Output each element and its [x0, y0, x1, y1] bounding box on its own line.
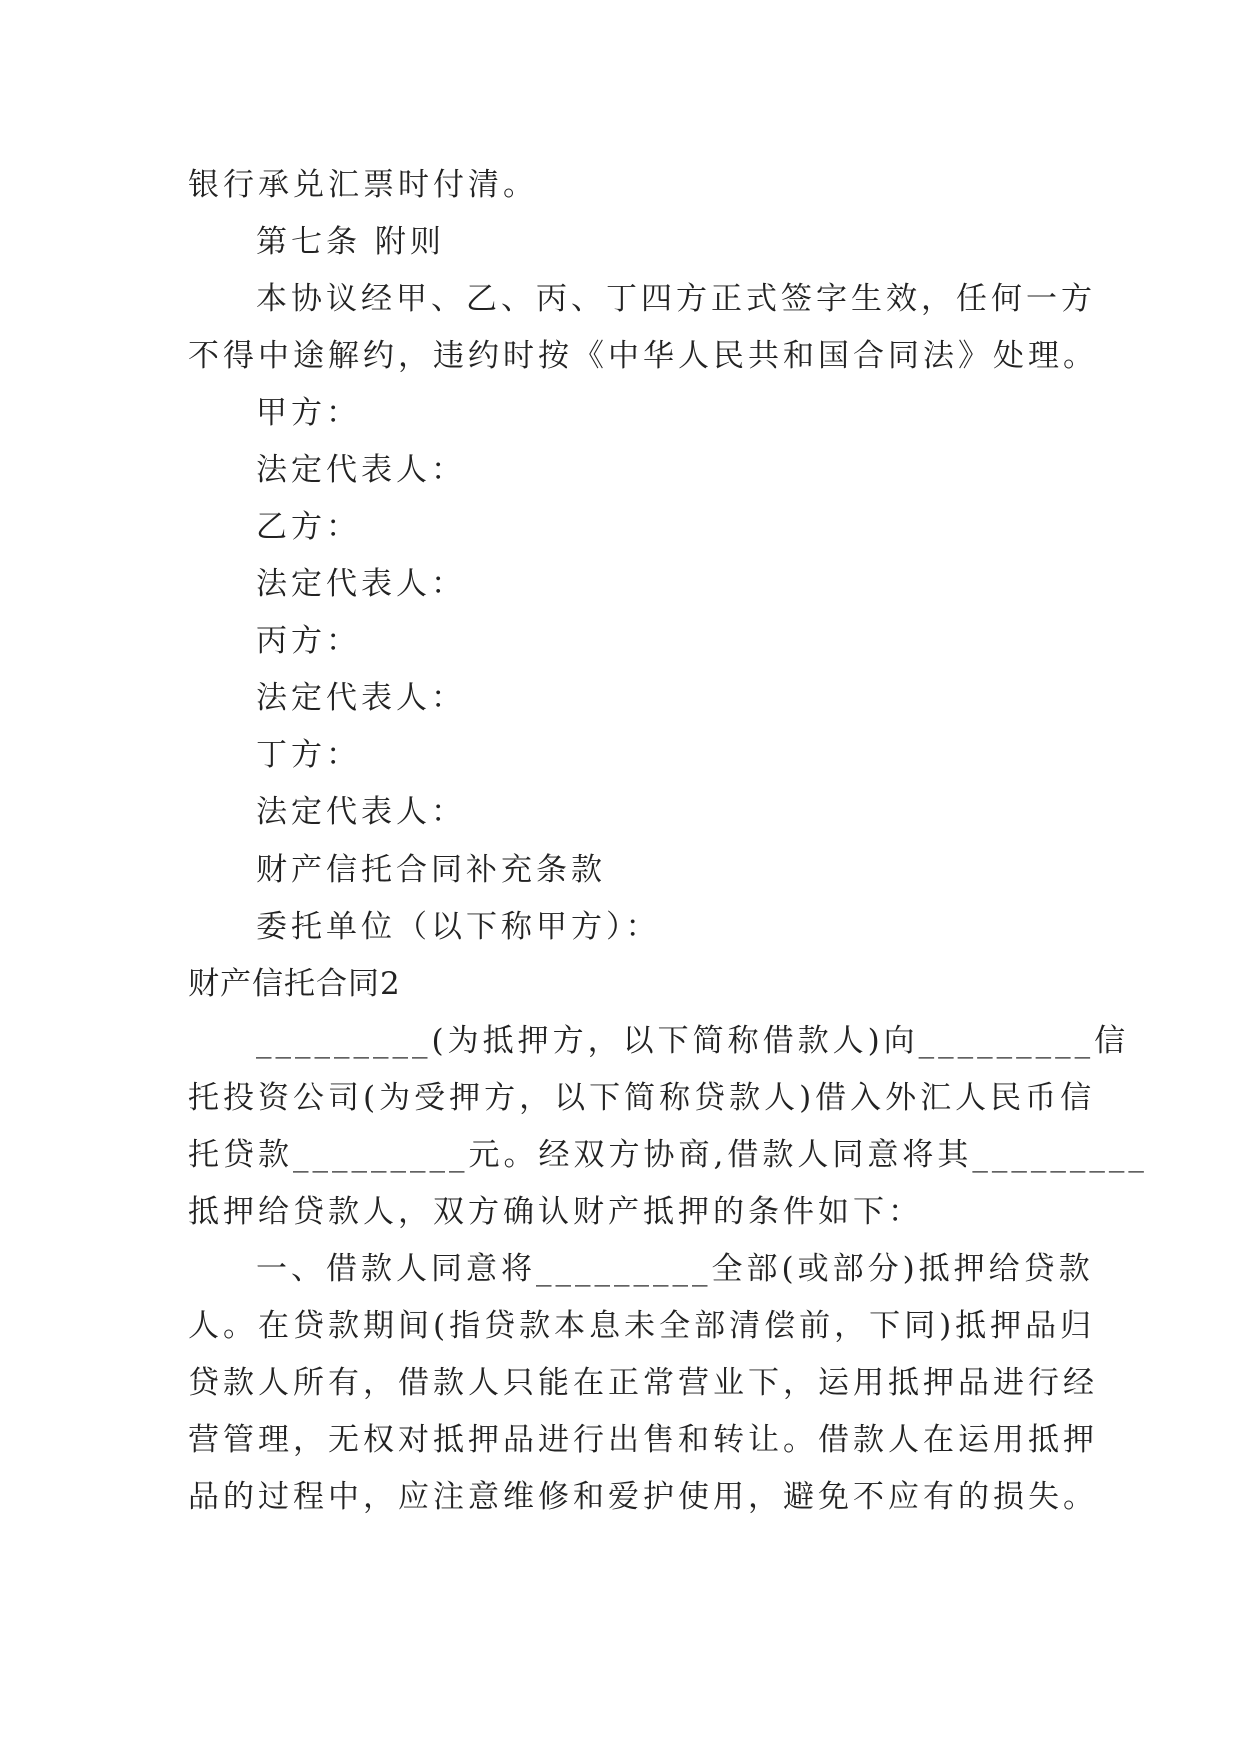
signature-label-party-b: 乙方： [256, 509, 361, 545]
text-line: 托投资公司(为受押方，以下简称贷款人)借入外汇人民币信 [188, 1080, 1096, 1116]
text-line: 不得中途解约，违约时按《中华人民共和国合同法》处理。 [188, 338, 1098, 374]
signature-label-party-a: 甲方： [256, 395, 361, 431]
signature-label-representative: 法定代表人： [256, 794, 466, 830]
text-line: 抵押给贷款人，双方确认财产抵押的条件如下： [188, 1194, 923, 1230]
text-line: 银行承兑汇票时付清。 [188, 167, 538, 203]
text-line: 托贷款_________元。经双方协商,借款人同意将其_________ [188, 1137, 1148, 1173]
signature-label-representative: 法定代表人： [256, 566, 466, 602]
text-line: 人。在贷款期间(指贷款本息未全部清偿前，下同)抵押品归 [188, 1308, 1096, 1344]
document-title: 财产信托合同2 [188, 966, 401, 1002]
text-line: 一、借款人同意将_________全部(或部分)抵押给贷款 [256, 1251, 1094, 1287]
text-line: 营管理，无权对抵押品进行出售和转让。借款人在运用抵押 [188, 1422, 1098, 1458]
signature-label-party-c: 丙方： [256, 623, 361, 659]
signature-label-party-d: 丁方： [256, 737, 361, 773]
text-line: _________(为抵押方，以下简称借款人)向_________信 [256, 1023, 1130, 1059]
signature-label-representative: 法定代表人： [256, 452, 466, 488]
signature-label-representative: 法定代表人： [256, 680, 466, 716]
text-line: 委托单位（以下称甲方）： [256, 909, 661, 945]
text-line: 品的过程中，应注意维修和爱护使用，避免不应有的损失。 [188, 1479, 1098, 1515]
text-line: 贷款人所有，借款人只能在正常营业下，运用抵押品进行经 [188, 1365, 1098, 1401]
section-heading: 第七条 附则 [256, 224, 445, 260]
text-line: 财产信托合同补充条款 [256, 852, 606, 888]
text-line: 本协议经甲、乙、丙、丁四方正式签字生效，任何一方 [256, 281, 1096, 317]
